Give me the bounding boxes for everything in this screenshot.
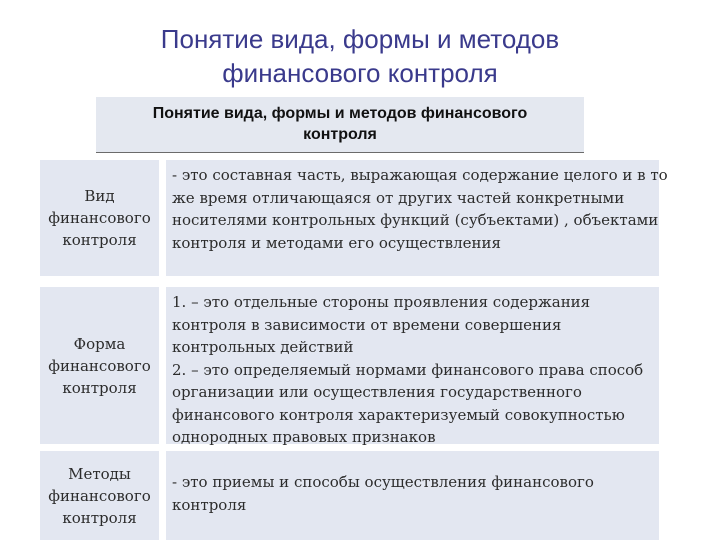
table-header-line: контроля xyxy=(303,126,377,143)
definition-line: - это составная часть, выражающая содержание целого и в то xyxy=(172,166,668,184)
term-line: финансового xyxy=(48,356,151,375)
term-line: контроля xyxy=(62,378,137,397)
definition-line: однородных правовых признаков xyxy=(172,428,436,446)
table-header-line: Понятие вида, формы и методов финансового xyxy=(152,105,528,122)
term-line: финансового xyxy=(48,209,151,227)
term-cell-vid xyxy=(40,160,159,276)
definition-line: финансового контроля характеризуемый совокупностью xyxy=(172,405,625,424)
definition-line: контроля и методами его осуществления xyxy=(172,233,501,252)
definition-cell-metody xyxy=(166,451,659,540)
definition-line: 2. – это определяемый нормами финансового права способ xyxy=(172,360,644,379)
term-cell-forma xyxy=(40,287,159,444)
definition-line: носителями контрольных функций (субъектами) , объектами xyxy=(172,211,659,229)
term-line: финансового xyxy=(48,486,151,505)
table-header xyxy=(96,97,584,153)
term-cell-metody xyxy=(40,451,159,540)
definition-line: 1. – это отдельные стороны проявления содержания xyxy=(172,293,591,311)
slide-title-line: финансового контроля xyxy=(222,58,498,88)
definition-cell-vid xyxy=(166,160,668,276)
definition-line: же время отличающаяся от других частей конкретными xyxy=(172,188,625,207)
term-line: контроля xyxy=(62,508,137,527)
definition-line: организации или осуществления государственного xyxy=(172,383,582,401)
term-line: Методы xyxy=(68,464,131,483)
term-line: Форма xyxy=(73,334,126,353)
term-line: контроля xyxy=(62,231,137,249)
slide-title-line: Понятие вида, формы и методов xyxy=(160,24,560,54)
definition-line: контроля в зависимости от времени совершения xyxy=(172,315,562,334)
definition-line: контрольных действий xyxy=(172,338,354,356)
definition-line: - это приемы и способы осуществления финансового xyxy=(172,473,594,491)
definition-cell-forma xyxy=(166,287,659,444)
term-line: Вид xyxy=(84,187,115,205)
definition-line: контроля xyxy=(172,495,247,514)
slide-title xyxy=(60,22,660,90)
